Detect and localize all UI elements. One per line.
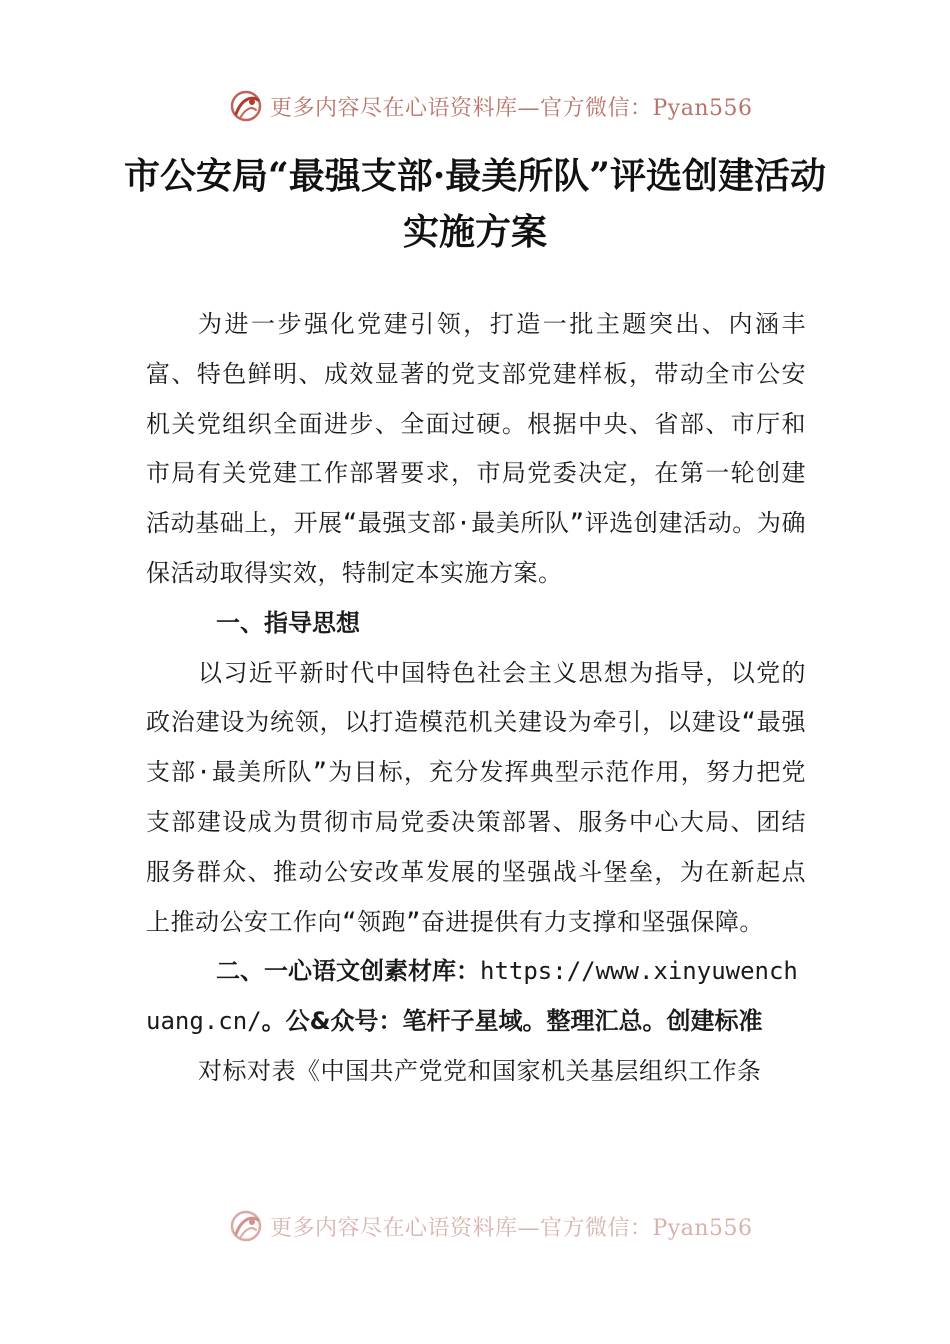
section-heading-creation-standard — [146, 947, 806, 1047]
intro-paragraph: 为进一步强化党建引领，打造一批主题突出、内涵丰富、特色鲜明、成效显著的党支部党建样板，带动全市公安机关党组织全面进步、全面过硬。根据中央、省部、市厅和市局有关党建工作部署要求，市局党委决定，在第一轮创建活动基础上，开展“最强支部·最美所队”评选创建活动。为确保活动取得实效，特制定本实施方案。 — [146, 310, 806, 587]
watermark-text: 更多内容尽在心语资料库—官方微信：Pyan556 — [270, 1215, 753, 1241]
watermark-text: 更多内容尽在心语资料库—官方微信：Pyan556 — [270, 95, 753, 121]
document-title: 市公安局“最强支部·最美所队”评选创建活动实施方案 — [124, 155, 826, 253]
section-two-prefix: 二、一心语文创素材库： — [216, 957, 480, 986]
header-watermark — [228, 86, 753, 126]
swirl-logo-icon — [228, 88, 264, 124]
section-heading-guiding-ideology: 一、指导思想 — [216, 608, 360, 637]
section-two-url: https://www.xinyuwenchuang.cn/ — [146, 957, 798, 1036]
guiding-ideology-paragraph: 以习近平新时代中国特色社会主义思想为指导，以党的政治建设为统领，以打造模范机关建设为牵引，以建设“最强支部·最美所队”为目标，充分发挥典型示范作用，努力把党支部建设成为贯彻市局党委决策部署、服务中心大局、团结服务群众、推动公安改革发展的坚强战斗堡垒，为在新起点上推动公安工作向“领跑”奋进提供有力支撑和坚强保障。 — [146, 658, 806, 936]
document-body — [146, 300, 806, 1097]
creation-standard-paragraph: 对标对表《中国共产党党和国家机关基层组织工作条 — [198, 1056, 762, 1085]
section-two-suffix: 。公&众号：笔杆子星域。整理汇总。创建标准 — [261, 1007, 763, 1036]
swirl-logo-icon — [228, 1208, 264, 1244]
footer-watermark — [228, 1206, 753, 1246]
